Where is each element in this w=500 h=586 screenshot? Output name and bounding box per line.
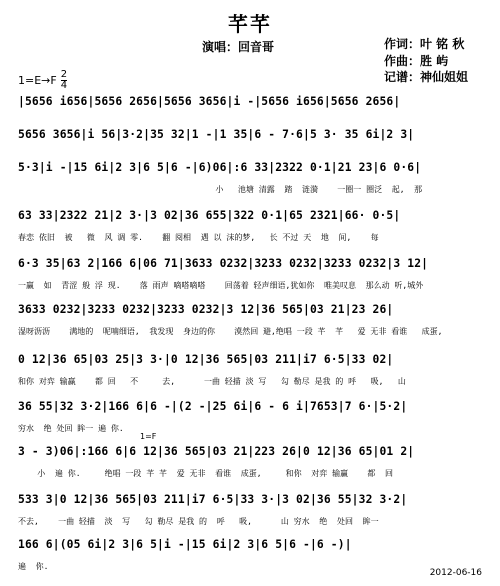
lyric-line-10: 不去, 一曲 轻描 淡 写 勾 勒尽 是我 的 呼 吸, 山 穷水 绝 处回 眸一 (18, 517, 379, 526)
notation-line-10: 533 3|0 12|36 565|03 211|i7 6·5|33 3·|3 02|36 55|32 3·2| (18, 493, 408, 506)
lyricist-credit: 作词：叶 铭 秋 (384, 37, 465, 51)
notation-line-7: 0 12|36 65|03 25|3 3·|0 12|36 565|03 211|i7 6·5|33 02| (18, 353, 394, 366)
lyric-line-4: 春恋 依旧 被 微 风 调 零. 翻 阅相 遇 以 沫的梦, 长 不过 天 地 间, 每 (18, 233, 379, 242)
key-signature (18, 70, 67, 91)
notation-line-8: 36 55|32 3·2|166 6|6 -|(2 -|25 6i|6 - 6 i|7653|7 6·|5·2| (18, 400, 408, 413)
date-stamp: 2012-06-16 (429, 568, 482, 578)
notation-line-2: 5656 3656|i 56|3·2|35 32|1 -|1 35|6 - 7·6|5 3· 35 6i|2 3| (18, 128, 415, 141)
notation-line-9: 3 - 3)06|:166 6|6 12|36 565|03 21|223 26|0 12|36 65|01 2| (18, 445, 415, 458)
lyric-line-7: 和你 对弈 输赢 都 回 不 去, 一曲 轻描 淡 写 勾 勒尽 是我 的 呼 吸, 山 (18, 377, 406, 386)
notation-line-3: 5·3|i -|15 6i|2 3|6 5|6 -|6)06|:6 33|2322 0·1|21 23|6 0·6| (18, 161, 422, 174)
credits-block (384, 36, 468, 86)
lyric-line-6: 湿呀沥沥 满地的 呢喃细语, 我发现 身边的你 漠然回 避,绝唱 一段 芊 芊 爱 无非 看谁 成蛋, (18, 327, 443, 336)
time-bottom: 4 (60, 80, 68, 91)
notation-line-5: 6·3 35|63 2|166 6|06 71|3633 0232|3233 0232|3233 0232|3 12| (18, 257, 429, 270)
notation-line-6: 3633 0232|3233 0232|3233 0232|3 12|36 565|03 21|23 26| (18, 303, 394, 316)
notation-line-11: 166 6|(05 6i|2 3|6 5|i -|15 6i|2 3|6 5|6 -|6 -)| (18, 538, 352, 551)
notation-line-4: 63 33|2322 21|2 3·|3 02|36 655|322 0·1|65 2321|66· 0·5| (18, 209, 401, 222)
composer-credit: 作曲：胜 屿 (384, 53, 449, 68)
time-top: 2 (60, 69, 68, 80)
notation-line-1: |5656 i656|5656 2656|5656 3656|i -|5656 i656|5656 2656| (18, 95, 401, 108)
lyric-line-5: 一赢 如 青涩 般 浮 现. 落 雨声 嘀嗒嘀嗒 回荡着 轻声细语,犹如你 唯美叹息 那么动 听,城外 (18, 281, 424, 290)
key-text: 1=E→F (18, 74, 57, 87)
singer-credit: 演唱：回音哥 (202, 40, 275, 54)
song-title: 芊芊 (228, 12, 272, 36)
volta-label: 1=F (140, 432, 157, 441)
lyric-line-9: 小 遍 你. 绝唱 一段 芊 芊 爱 无非 看谁 成蛋, 和你 对弈 输赢 都 回 (18, 469, 394, 478)
lyric-line-8: 穷水 绝 处回 眸一 遍 你. (18, 424, 124, 433)
lyric-line-3: 小 池塘 清露 踏 涟漪 一圈一 圈泛 起, 那 (18, 185, 423, 194)
time-signature (61, 70, 67, 91)
transcriber-credit: 记谱：神仙姐姐 (384, 70, 469, 84)
lyric-line-11: 遍 你. (18, 562, 49, 571)
